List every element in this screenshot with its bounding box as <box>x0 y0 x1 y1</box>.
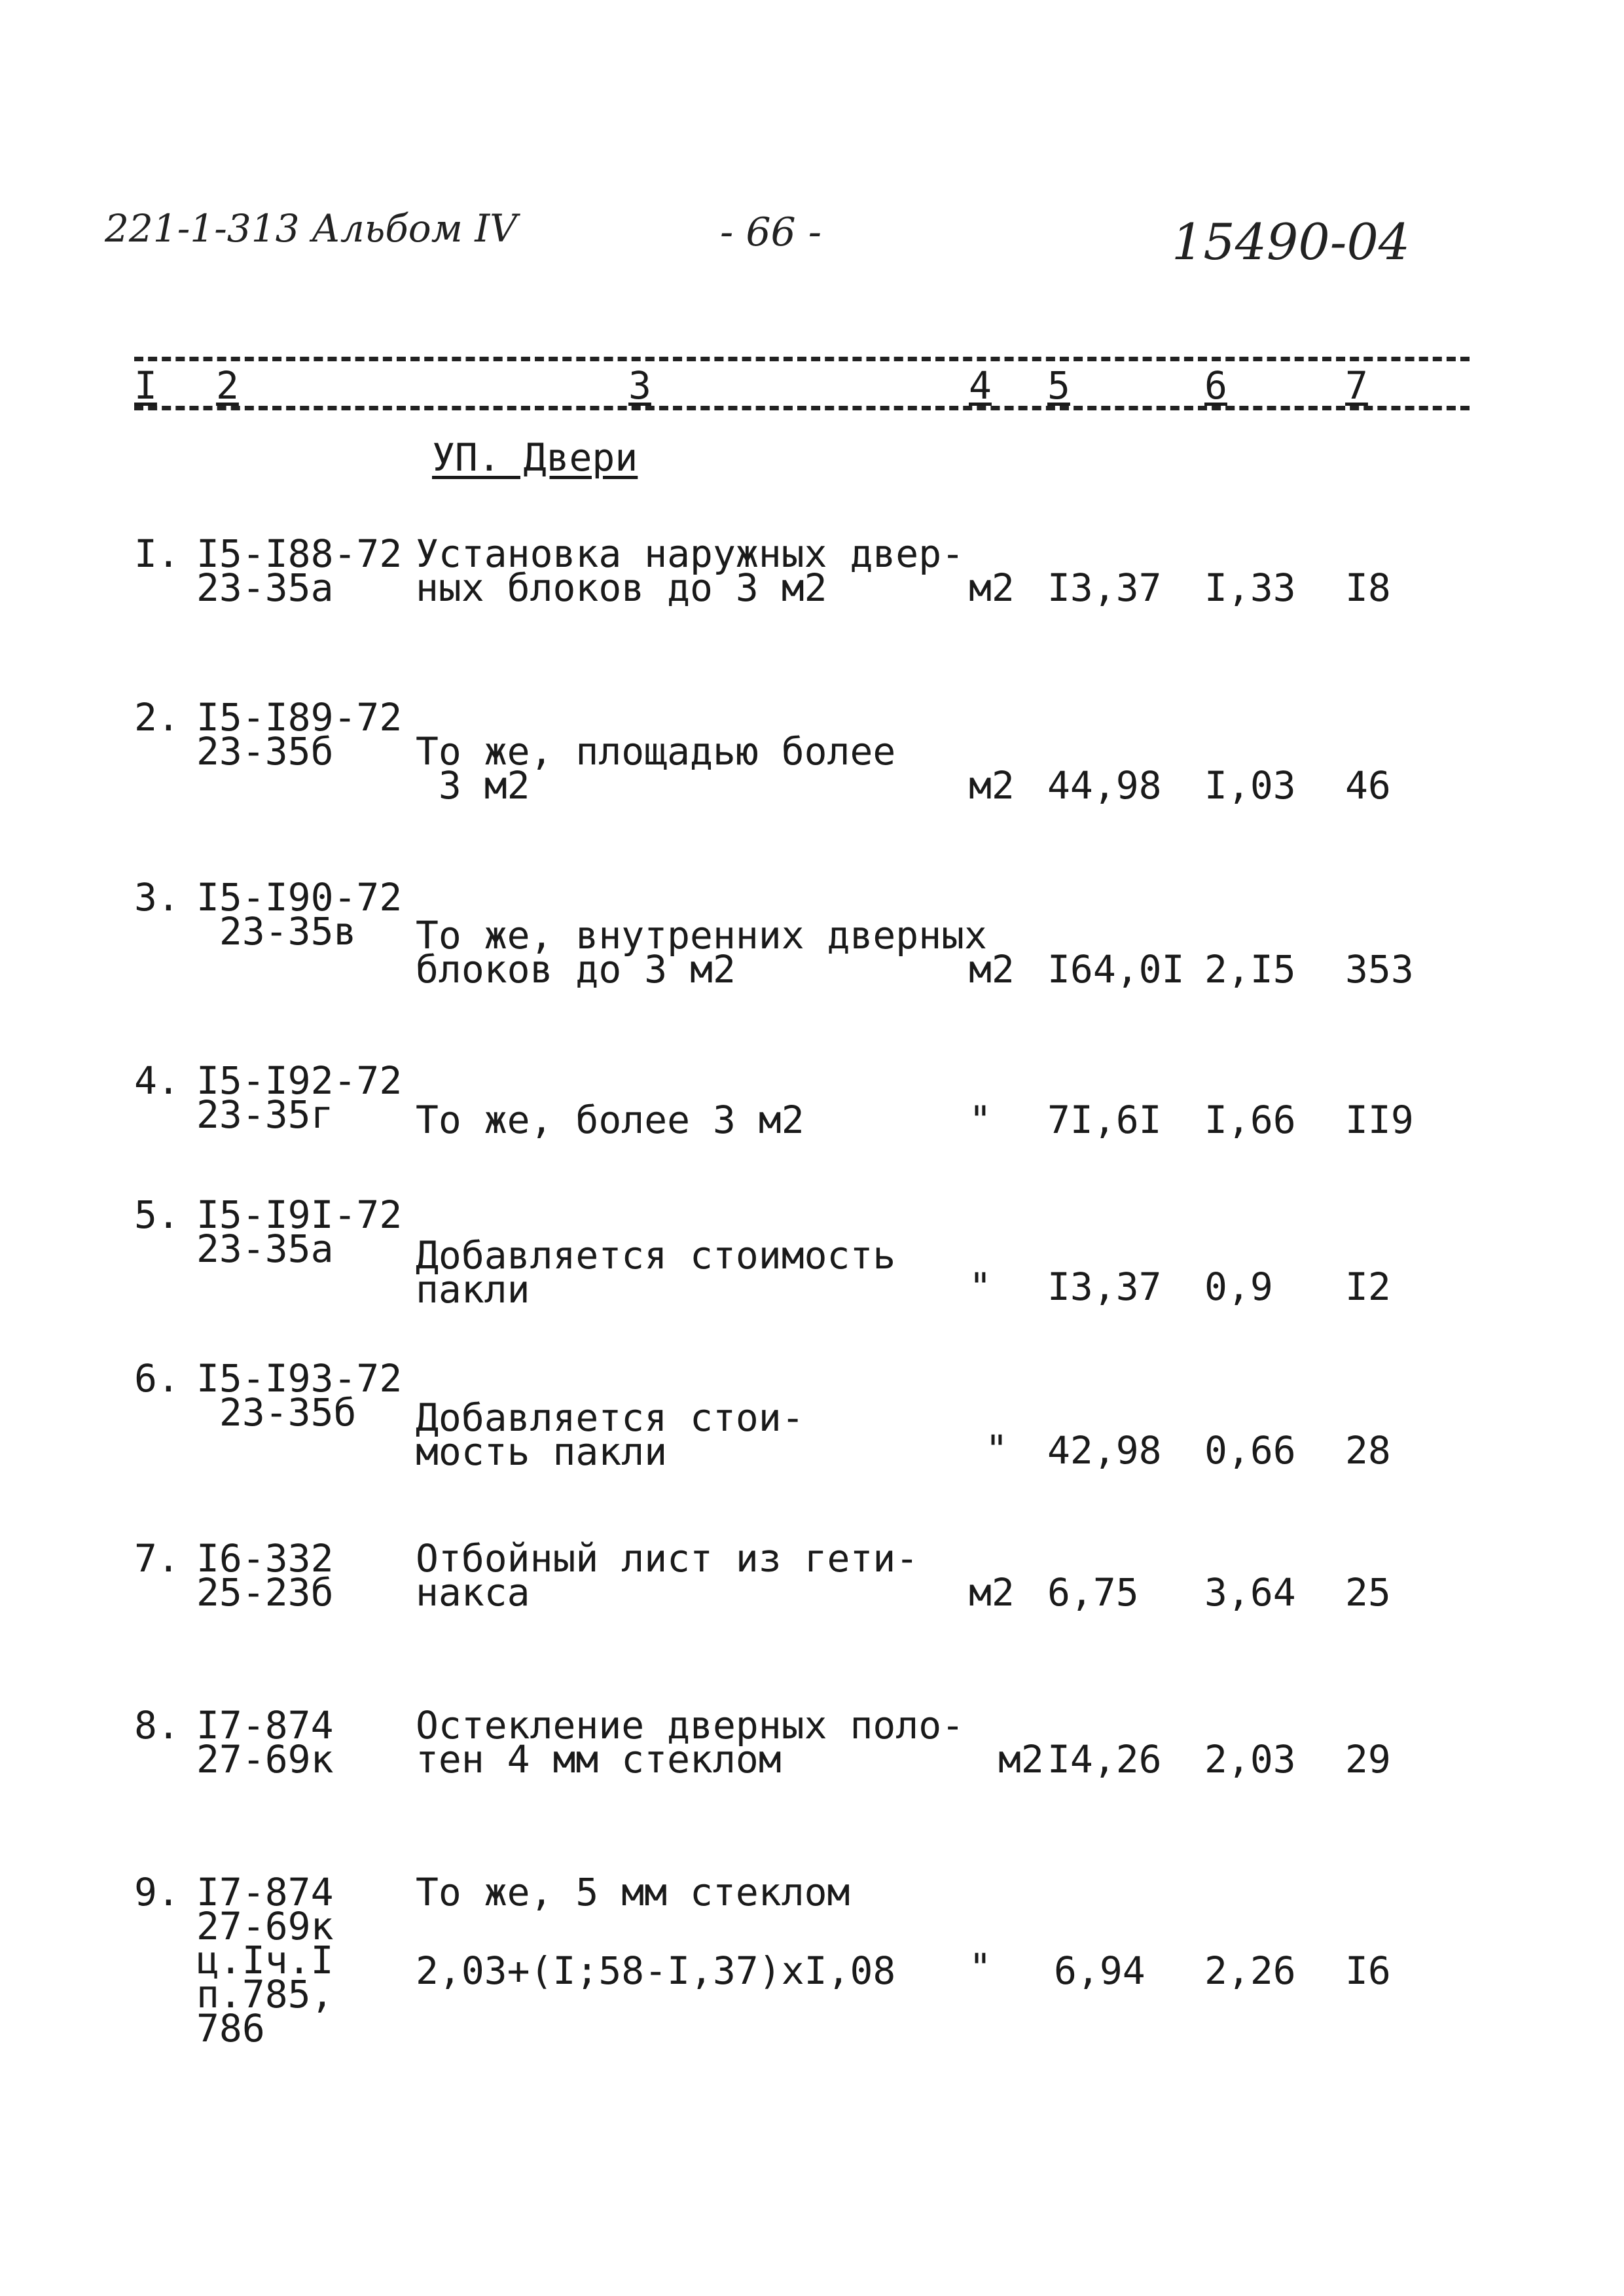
row-code-line: I7-874 <box>196 1703 334 1748</box>
row-quantity: 42,98 <box>1047 1428 1162 1473</box>
column-number-5: 5 <box>1047 363 1070 408</box>
row-unit: " <box>969 1098 992 1142</box>
row-unit: м2 <box>969 565 1015 610</box>
row-number: 6. <box>134 1356 180 1401</box>
row-description-line: мость пакли <box>416 1429 668 1474</box>
row-total: 29 <box>1345 1737 1391 1782</box>
row-quantity: 7I,6I <box>1047 1098 1162 1142</box>
row-description-line: ных блоков до 3 м2 <box>416 565 827 610</box>
column-number-1: I <box>134 363 157 408</box>
row-number: 8. <box>134 1703 180 1748</box>
row-description-line: 3 м2 <box>416 763 530 808</box>
row-price: I,33 <box>1204 565 1296 610</box>
row-code-line: 23-35б <box>196 1390 357 1435</box>
row-price: I,03 <box>1204 763 1296 808</box>
top-rule <box>134 357 1470 361</box>
row-unit: м2 <box>969 1570 1015 1615</box>
row-description-line: Отбойный лист из гети- <box>416 1536 919 1581</box>
column-number-4: 4 <box>969 363 992 408</box>
row-number: 7. <box>134 1536 180 1581</box>
row-description-line: То же, более 3 м2 <box>416 1098 804 1142</box>
row-total: II9 <box>1345 1098 1414 1142</box>
row-number: 9. <box>134 1870 180 1914</box>
document-number-handwritten: 15490-04 <box>1172 213 1411 271</box>
row-total: 25 <box>1345 1570 1391 1615</box>
row-code-line: 786 <box>196 2006 265 2051</box>
row-code-line: 23-35а <box>196 1227 334 1271</box>
row-price: 0,9 <box>1204 1265 1273 1309</box>
row-code-line: I6-332 <box>196 1536 334 1581</box>
row-quantity: 6,75 <box>1047 1570 1139 1615</box>
row-description-line: накса <box>416 1570 530 1615</box>
row-description-line: пакли <box>416 1267 530 1312</box>
column-number-7: 7 <box>1345 363 1368 408</box>
row-description-line: Установка наружных двер- <box>416 531 965 576</box>
row-price: 2,I5 <box>1204 947 1296 992</box>
row-total: I6 <box>1345 1948 1391 1993</box>
row-code-line: I5-I9I-72 <box>196 1193 403 1237</box>
row-quantity: I3,37 <box>1047 1265 1162 1309</box>
row-code-line: ц.Iч.I <box>196 1938 334 1982</box>
row-code-line: 23-35б <box>196 729 334 774</box>
row-total: I8 <box>1345 565 1391 610</box>
row-code-line: 25-23б <box>196 1570 334 1615</box>
row-number: 4. <box>134 1058 180 1103</box>
row-quantity: 6,94 <box>1054 1948 1146 1993</box>
row-quantity: I64,0I <box>1047 947 1185 992</box>
document-reference-handwritten: 221-1-313 Альбом IV <box>105 206 518 251</box>
section-title: УП. Двери <box>432 435 638 480</box>
row-description-line: 2,03+(I;58-I,37)хI,08 <box>416 1948 896 1993</box>
column-number-6: 6 <box>1204 363 1227 408</box>
column-number-2: 2 <box>216 363 239 408</box>
row-code-line: п.785, <box>196 1972 334 2017</box>
row-description-line: То же, внутренних дверных <box>416 913 987 958</box>
row-quantity: I3,37 <box>1047 565 1162 610</box>
row-price: 0,66 <box>1204 1428 1296 1473</box>
row-number: 5. <box>134 1193 180 1237</box>
row-description-line: тен 4 мм стеклом <box>416 1737 782 1782</box>
row-code-line: 23-35а <box>196 565 334 610</box>
row-number: I. <box>134 531 180 576</box>
row-quantity: 44,98 <box>1047 763 1162 808</box>
row-unit: м2 <box>969 947 1015 992</box>
row-code-line: I5-I90-72 <box>196 875 403 920</box>
row-unit: " <box>985 1427 1008 1471</box>
row-total: 28 <box>1345 1428 1391 1473</box>
row-code-line: 27-69к <box>196 1737 334 1782</box>
row-description-line: То же, 5 мм стеклом <box>416 1870 850 1914</box>
row-code-line: I5-I92-72 <box>196 1058 403 1103</box>
row-code-line: I5-I93-72 <box>196 1356 403 1401</box>
row-code-line: 23-35в <box>196 909 357 954</box>
row-price: 3,64 <box>1204 1570 1296 1615</box>
row-description-line: Остекление дверных поло- <box>416 1703 965 1748</box>
row-code-line: 27-69к <box>196 1904 334 1948</box>
row-description-line: блоков до 3 м2 <box>416 947 736 992</box>
row-unit: " <box>969 1265 992 1309</box>
row-description-line: Добавляется стоимость <box>416 1233 896 1278</box>
row-unit: " <box>969 1945 992 1990</box>
row-total: I2 <box>1345 1265 1391 1309</box>
row-code-line: I5-I88-72 <box>196 531 403 576</box>
row-price: 2,03 <box>1204 1737 1296 1782</box>
row-number: 2. <box>134 695 180 740</box>
row-code-line: I5-I89-72 <box>196 695 403 740</box>
row-description-line: Добавляется стои- <box>416 1395 804 1440</box>
row-quantity: I4,26 <box>1047 1737 1162 1782</box>
row-number: 3. <box>134 875 180 920</box>
row-unit: м2 <box>998 1737 1044 1782</box>
row-price: 2,26 <box>1204 1948 1296 1993</box>
row-code-line: 23-35г <box>196 1092 334 1137</box>
row-price: I,66 <box>1204 1098 1296 1142</box>
row-total: 46 <box>1345 763 1391 808</box>
row-unit: м2 <box>969 763 1015 808</box>
row-total: 353 <box>1345 947 1414 992</box>
column-header-rule <box>134 406 1470 410</box>
row-description-line: То же, площадью более <box>416 729 896 774</box>
row-code-line: I7-874 <box>196 1870 334 1914</box>
page-number: - 66 - <box>720 209 822 255</box>
column-number-3: 3 <box>628 363 651 408</box>
